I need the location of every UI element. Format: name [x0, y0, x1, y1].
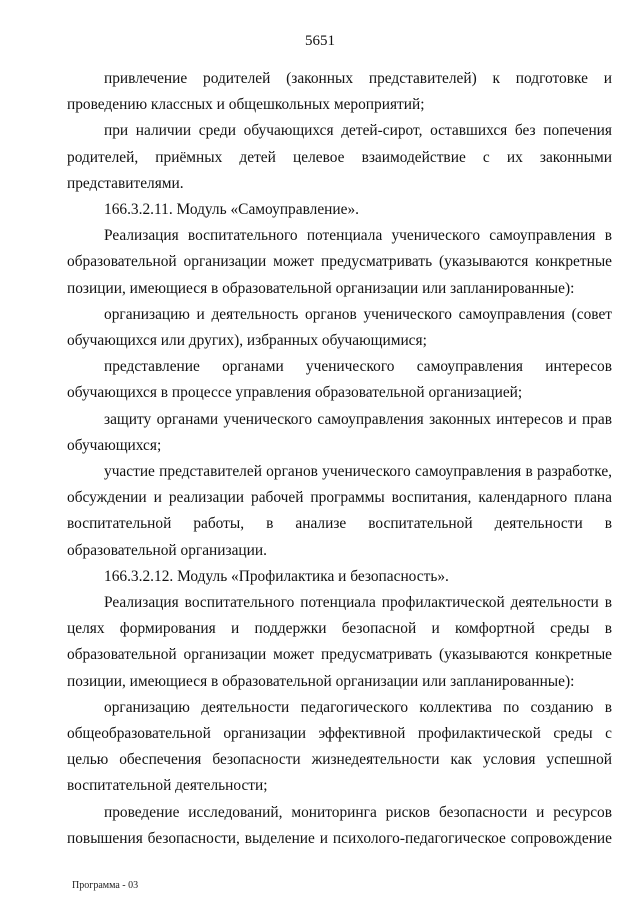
paragraph: Реализация воспитательного потенциала ученического самоуправления в образовательной организации может предусматривать (указываются конкретные позиции, имеющиеся в образовательной организации или запланированные): — [67, 227, 612, 297]
paragraph: привлечение родителей (законных представителей) к подготовке и проведению классных и общешкольных мероприятий; — [67, 70, 612, 114]
section-heading: 166.3.2.11. Модуль «Самоуправление». — [104, 201, 360, 219]
paragraph: организацию деятельности педагогического коллектива по созданию в общеобразовательной организации эффективной профилактической среды с целью обеспечения безопасности жизнедеятельности как условия успешной воспитательной деятельности; — [67, 698, 612, 795]
footer-label: Программа - 03 — [72, 880, 139, 891]
document-body — [67, 66, 612, 852]
paragraph: при наличии среди обучающихся детей-сирот, оставшихся без попечения родителей, приёмных детей целевое взаимодействие с их законными представителями. — [67, 122, 612, 192]
page-number: 5651 — [305, 33, 335, 49]
paragraph: представление органами ученического самоуправления интересов обучающихся в процессе управления образовательной организацией; — [67, 358, 612, 402]
paragraph: защиту органами ученического самоуправления законных интересов и прав обучающихся; — [67, 410, 612, 454]
paragraph: проведение исследований, мониторинга рисков безопасности и ресурсов повышения безопасности, выделение и психолого-педагогическое сопровождение — [67, 803, 612, 847]
paragraph: организацию и деятельность органов ученического самоуправления (совет обучающихся или других), избранных обучающимися; — [67, 305, 612, 350]
section-heading: 166.3.2.12. Модуль «Профилактика и безопасность». — [104, 567, 449, 585]
paragraph: Реализация воспитательного потенциала профилактической деятельности в целях формирования и поддержки безопасной и комфортной среды в образовательной организации может предусматривать (указываются конкретные позиции, имеющиеся в образовательной организации или запланированные): — [67, 594, 612, 690]
paragraph: участие представителей органов ученического самоуправления в разработке, обсуждении и реализации рабочей программы воспитания, календарного плана воспитательной работы, в анализе воспитательной деятельности в образовательной организации. — [67, 463, 612, 559]
